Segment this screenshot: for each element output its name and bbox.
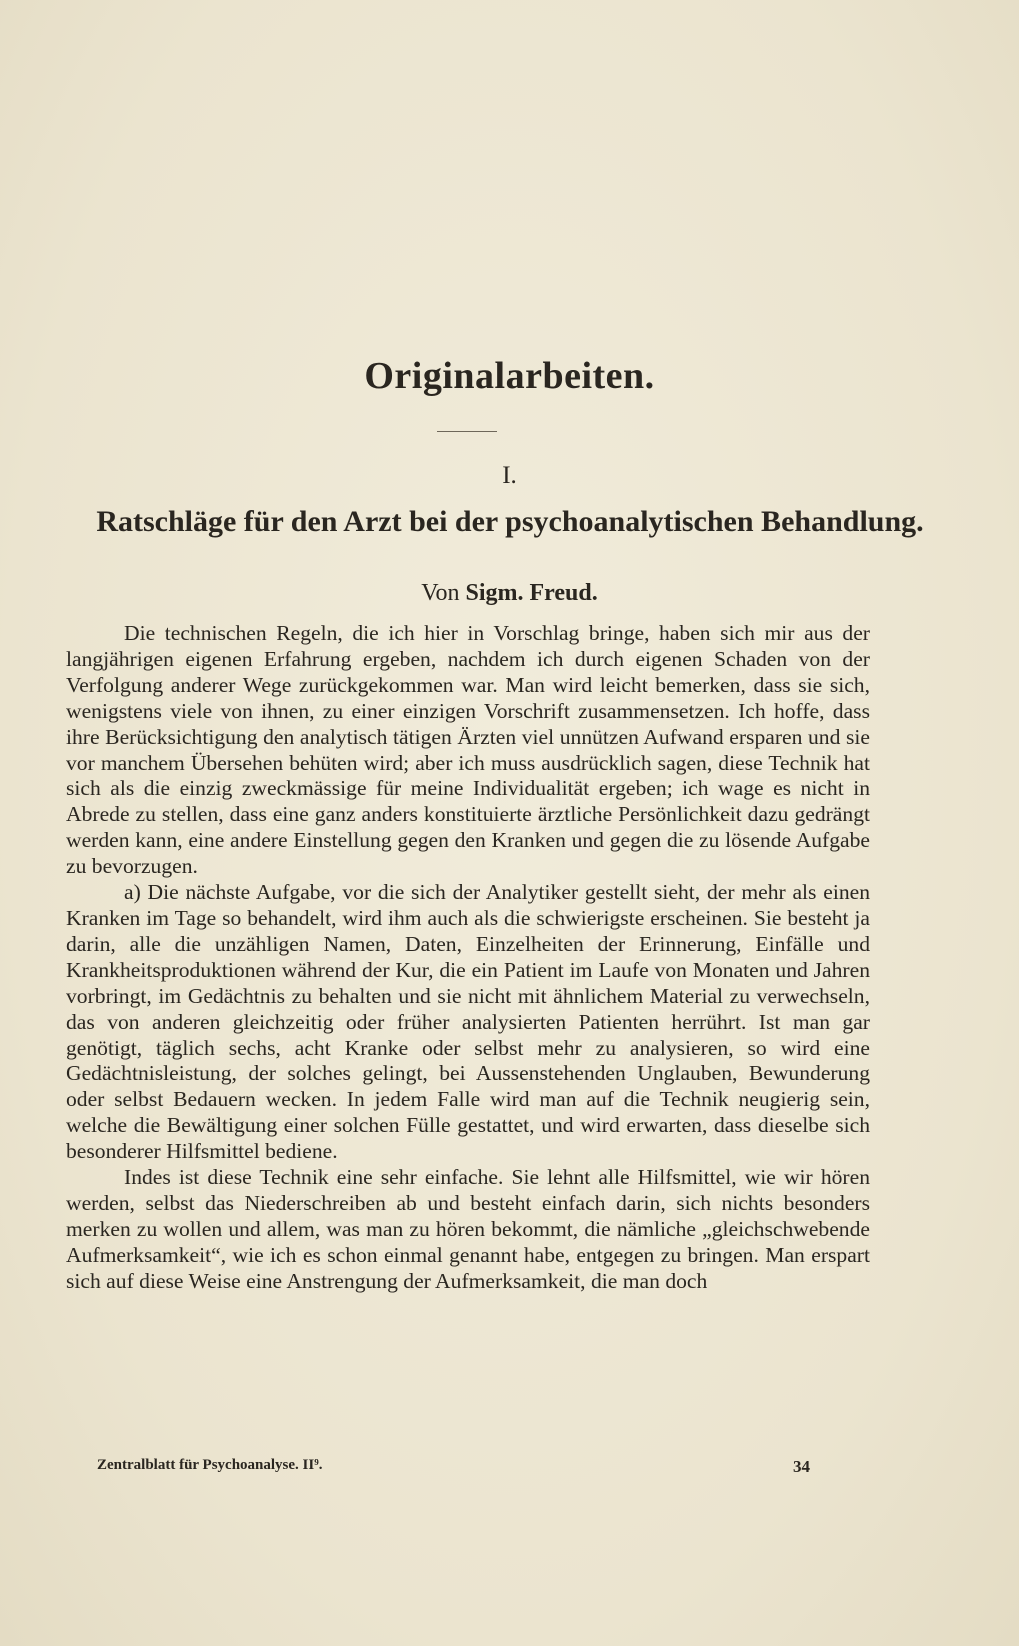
page-number: 34: [793, 1457, 810, 1476]
byline: [0, 580, 1019, 607]
paragraph-2: a) Die nächste Aufgabe, vor die sich der Analytiker gestellt sieht, der mehr als einen Kranken im Tage so behandelt, wird ihm auch als die schwierigste erscheinen. Sie besteht ja darin, alle die unzähligen Namen, Daten, Einzelheiten der Erinnerung, Einfälle und Krankheitsproduktionen während der Kur, die ein Patient im Laufe von Monaten und Jahren vorbringt, im Gedächtnis zu behalten und sie nicht mit ähnlichem Material zu verwechseln, das von anderen gleichzeitig oder früher analysierten Patienten herrührt. Ist man gar genötigt, täglich sechs, acht Kranke oder selbst mehr zu analysieren, so wird eine Gedächtnisleistung, der solches gelingt, bei Aussenstehenden Unglauben, Bewunderung oder selbst Bedauern wecken. In jedem Falle wird man auf die Technik neugierig sein, welche die Bewältigung einer solchen Fülle gestattet, und wird erwarten, dass dieselbe sich besonderer Hilfsmittel bediene.: [66, 880, 870, 1164]
article-title: Ratschläge für den Arzt bei der psychoanalytischen Behandlung.: [96, 505, 924, 538]
article-body: [66, 621, 870, 1295]
section-heading: Originalarbeiten.: [364, 355, 655, 397]
journal-name: Zentralblatt für Psychoanalyse. II⁹.: [97, 1457, 323, 1473]
paragraph-1: Die technischen Regeln, die ich hier in Vorschlag bringe, haben sich mir aus der langjährigen eigenen Erfahrung ergeben, nachdem ich durch eigenen Schaden von der Verfolgung anderer Wege zurückgekommen war. Man wird leicht bemerken, dass sie sich, wenigstens viele von ihnen, zu einer einzigen Vorschrift zusammensetzen. Ich hoffe, dass ihre Berücksichtigung den analytisch tätigen Ärzten viel unnützen Aufwand ersparen und sie vor manchem Übersehen behüten wird; aber ich muss ausdrücklich sagen, diese Technik hat sich als die einzig zweckmässige für meine Individualität ergeben; ich wage es nicht in Abrede zu stellen, dass eine ganz anders konstituierte ärztliche Persönlichkeit dazu gedrängt werden kann, eine andere Einstellung gegen den Kranken und gegen die zu lösende Aufgabe zu bevorzugen.: [66, 621, 870, 879]
byline-author: Sigm. Freud.: [465, 580, 598, 606]
byline-prefix: Von: [421, 580, 460, 606]
heading-divider: [437, 431, 497, 432]
article-numeral: I.: [502, 462, 517, 489]
paragraph-3: Indes ist diese Technik eine sehr einfache. Sie lehnt alle Hilfsmittel, wie wir hören werden, selbst das Niederschreiben ab und besteht einfach darin, sich nichts besonders merken zu wollen und allem, was man zu hören bekommt, die nämliche „gleichschwebende Aufmerksamkeit“, wie ich es schon einmal genannt habe, entgegen zu bringen. Man erspart sich auf diese Weise eine Anstrengung der Aufmerksamkeit, die man doch: [66, 1165, 870, 1293]
